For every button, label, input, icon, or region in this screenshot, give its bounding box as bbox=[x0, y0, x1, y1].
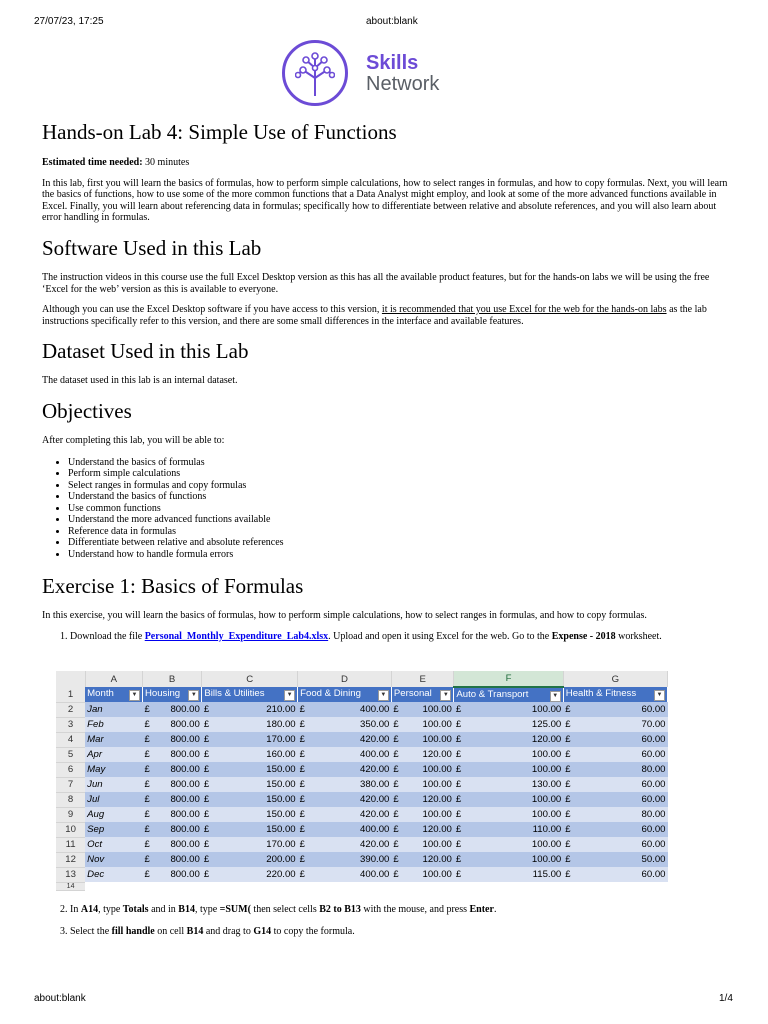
amount-cell: £ 120.00 bbox=[393, 854, 452, 865]
estimated-time: Estimated time needed: 30 minutes bbox=[42, 157, 190, 168]
filter-dropdown-icon: ▼ bbox=[440, 690, 451, 701]
amount-cell: £ 170.00 bbox=[203, 734, 296, 745]
column-header: E bbox=[391, 671, 454, 687]
table-row bbox=[56, 732, 668, 747]
amount-cell: £ 420.00 bbox=[299, 734, 390, 745]
column-header: B bbox=[142, 671, 201, 687]
amount-cell: £ 100.00 bbox=[455, 854, 562, 865]
table-row bbox=[56, 822, 668, 837]
step-1: 1. Download the file Personal_Monthly_Expenditure_Lab4.xlsx. Upload and open it using Excel for the web. Go to the Expense - 2018 worksheet. bbox=[70, 631, 730, 643]
table-row bbox=[56, 702, 668, 717]
amount-cell: £ 125.00 bbox=[455, 719, 562, 730]
table-row bbox=[56, 852, 668, 867]
table-row bbox=[56, 837, 668, 852]
amount-cell: £ 180.00 bbox=[203, 719, 296, 730]
month-cell: Nov bbox=[85, 852, 142, 867]
amount-cell: £ 800.00 bbox=[144, 824, 200, 835]
amount-cell: £ 80.00 bbox=[565, 809, 666, 820]
amount-cell: £ 420.00 bbox=[299, 794, 390, 805]
column-header-row bbox=[56, 671, 668, 687]
month-cell: Feb bbox=[85, 717, 142, 732]
amount-cell: £ 800.00 bbox=[144, 854, 200, 865]
amount-cell: £ 100.00 bbox=[455, 704, 562, 715]
amount-cell: £ 160.00 bbox=[203, 749, 296, 760]
list-item: • Reference data in formulas bbox=[68, 526, 730, 538]
amount-cell: £ 60.00 bbox=[565, 734, 666, 745]
row-number: 5 bbox=[56, 747, 85, 762]
amount-cell: £ 50.00 bbox=[565, 854, 666, 865]
spreadsheet-screenshot bbox=[56, 671, 668, 891]
amount-cell: £ 70.00 bbox=[565, 719, 666, 730]
amount-cell: £ 120.00 bbox=[393, 794, 452, 805]
amount-cell: £ 150.00 bbox=[203, 824, 296, 835]
list-item: • Understand how to handle formula errors bbox=[68, 549, 730, 561]
row-number: 7 bbox=[56, 777, 85, 792]
table-header-cell: Health & Fitness ▼ bbox=[563, 687, 667, 702]
software-paragraph-2: Although you can use the Excel Desktop software if you have access to this version, it is recommended that you use Excel for the web for the hands-on labs as the lab instructions specifically refer to this version, and there are some small differences in the interface and available features. bbox=[42, 304, 707, 327]
month-cell: Mar bbox=[85, 732, 142, 747]
print-datetime: 27/07/23, 17:25 bbox=[34, 16, 104, 27]
month-cell: May bbox=[85, 762, 142, 777]
amount-cell: £ 800.00 bbox=[144, 734, 200, 745]
amount-cell: £ 800.00 bbox=[144, 749, 200, 760]
amount-cell: £ 60.00 bbox=[565, 779, 666, 790]
amount-cell: £ 800.00 bbox=[144, 869, 200, 880]
page-title: Hands-on Lab 4: Simple Use of Functions bbox=[42, 120, 397, 144]
column-header-selected: F bbox=[454, 671, 563, 687]
amount-cell: £ 100.00 bbox=[393, 704, 452, 715]
amount-cell: £ 150.00 bbox=[203, 809, 296, 820]
dataset-heading: Dataset Used in this Lab bbox=[42, 339, 249, 364]
month-cell: Jan bbox=[85, 702, 142, 717]
amount-cell: £ 110.00 bbox=[455, 824, 562, 835]
table-row bbox=[56, 762, 668, 777]
exercise-heading: Exercise 1: Basics of Formulas bbox=[42, 574, 304, 599]
month-cell: Dec bbox=[85, 867, 142, 882]
column-header: C bbox=[202, 671, 298, 687]
list-item: • Differentiate between relative and absolute references bbox=[68, 537, 730, 549]
amount-cell: £ 115.00 bbox=[455, 869, 562, 880]
table-row bbox=[56, 792, 668, 807]
table-row bbox=[56, 867, 668, 882]
amount-cell: £ 100.00 bbox=[393, 809, 452, 820]
amount-cell: £ 130.00 bbox=[455, 779, 562, 790]
amount-cell: £ 100.00 bbox=[455, 764, 562, 775]
amount-cell: £ 100.00 bbox=[455, 794, 562, 805]
amount-cell: £ 800.00 bbox=[144, 719, 200, 730]
objectives-intro: After completing this lab, you will be able to: bbox=[42, 434, 225, 446]
amount-cell: £ 420.00 bbox=[299, 764, 390, 775]
filter-dropdown-icon: ▼ bbox=[284, 690, 295, 701]
amount-cell: £ 60.00 bbox=[565, 704, 666, 715]
list-item: • Understand the basics of functions bbox=[68, 491, 730, 503]
table-header-cell: Personal ▼ bbox=[391, 687, 454, 702]
month-cell: Aug bbox=[85, 807, 142, 822]
row-number: 3 bbox=[56, 717, 85, 732]
amount-cell: £ 100.00 bbox=[455, 809, 562, 820]
amount-cell: £ 60.00 bbox=[565, 794, 666, 805]
amount-cell: £ 400.00 bbox=[299, 749, 390, 760]
month-cell: Sep bbox=[85, 822, 142, 837]
amount-cell: £ 100.00 bbox=[455, 749, 562, 760]
amount-cell: £ 120.00 bbox=[455, 734, 562, 745]
step-3: 3. Select the fill handle on cell B14 and drag to G14 to copy the formula. bbox=[70, 926, 730, 938]
table-row bbox=[56, 717, 668, 732]
amount-cell: £ 80.00 bbox=[565, 764, 666, 775]
amount-cell: £ 100.00 bbox=[393, 734, 452, 745]
amount-cell: £ 800.00 bbox=[144, 779, 200, 790]
amount-cell: £ 420.00 bbox=[299, 839, 390, 850]
table-row bbox=[56, 747, 668, 762]
select-all-corner bbox=[56, 671, 85, 687]
row-number: 14 bbox=[56, 882, 85, 890]
table-header-cell: Food & Dining ▼ bbox=[298, 687, 392, 702]
print-header-url: about:blank bbox=[366, 16, 418, 27]
exercise-intro: In this exercise, you will learn the basics of formulas, how to perform simple calculations, how to select ranges in formulas, and how to copy formulas. bbox=[42, 610, 647, 622]
amount-cell: £ 100.00 bbox=[393, 764, 452, 775]
amount-cell: £ 420.00 bbox=[299, 809, 390, 820]
amount-cell: £ 390.00 bbox=[299, 854, 390, 865]
table-header-cell: Housing ▼ bbox=[142, 687, 201, 702]
amount-cell: £ 800.00 bbox=[144, 764, 200, 775]
amount-cell: £ 150.00 bbox=[203, 794, 296, 805]
objectives-heading: Objectives bbox=[42, 398, 132, 423]
dataset-paragraph: The dataset used in this lab is an internal dataset. bbox=[42, 375, 238, 387]
list-item: • Select ranges in formulas and copy formulas bbox=[68, 480, 730, 492]
page-number: 1/4 bbox=[719, 993, 733, 1004]
column-header: A bbox=[85, 671, 142, 687]
amount-cell: £ 60.00 bbox=[565, 824, 666, 835]
row-number: 9 bbox=[56, 807, 85, 822]
amount-cell: £ 200.00 bbox=[203, 854, 296, 865]
amount-cell: £ 100.00 bbox=[393, 779, 452, 790]
amount-cell: £ 120.00 bbox=[393, 749, 452, 760]
logo-tree-icon bbox=[282, 40, 348, 106]
filter-dropdown-icon: ▼ bbox=[129, 690, 140, 701]
row-number: 10 bbox=[56, 822, 85, 837]
filter-dropdown-icon: ▼ bbox=[654, 690, 665, 701]
row-number: 1 bbox=[56, 687, 85, 702]
row-number: 11 bbox=[56, 837, 85, 852]
amount-cell: £ 210.00 bbox=[203, 704, 296, 715]
row-number: 6 bbox=[56, 762, 85, 777]
month-cell: Jul bbox=[85, 792, 142, 807]
amount-cell: £ 100.00 bbox=[455, 839, 562, 850]
amount-cell: £ 100.00 bbox=[393, 839, 452, 850]
amount-cell: £ 400.00 bbox=[299, 824, 390, 835]
row-number: 4 bbox=[56, 732, 85, 747]
list-item: • Understand the more advanced functions available bbox=[68, 514, 730, 526]
amount-cell: £ 60.00 bbox=[565, 749, 666, 760]
filter-dropdown-icon: ▼ bbox=[550, 691, 561, 702]
row-number: 12 bbox=[56, 852, 85, 867]
month-cell: Apr bbox=[85, 747, 142, 762]
amount-cell: £ 400.00 bbox=[299, 704, 390, 715]
objectives-list bbox=[42, 457, 730, 561]
column-header: G bbox=[563, 671, 667, 687]
amount-cell: £ 60.00 bbox=[565, 839, 666, 850]
table-row bbox=[56, 777, 668, 792]
amount-cell: £ 120.00 bbox=[393, 824, 452, 835]
amount-cell: £ 800.00 bbox=[144, 794, 200, 805]
print-footer-url: about:blank bbox=[34, 993, 86, 1004]
amount-cell: £ 800.00 bbox=[144, 809, 200, 820]
table-header-cell: Bills & Utilities ▼ bbox=[202, 687, 298, 702]
amount-cell: £ 100.00 bbox=[393, 869, 452, 880]
amount-cell: £ 380.00 bbox=[299, 779, 390, 790]
amount-cell: £ 100.00 bbox=[393, 719, 452, 730]
amount-cell: £ 60.00 bbox=[565, 869, 666, 880]
row-number: 8 bbox=[56, 792, 85, 807]
amount-cell: £ 800.00 bbox=[144, 839, 200, 850]
amount-cell: £ 150.00 bbox=[203, 779, 296, 790]
logo-text-skills: Skills bbox=[366, 52, 419, 74]
table-header-row bbox=[56, 687, 668, 702]
month-cell: Jun bbox=[85, 777, 142, 792]
skills-network-logo bbox=[282, 40, 462, 110]
list-item: • Understand the basics of formulas bbox=[68, 457, 730, 469]
table-header-cell: Auto & Transport ▼ bbox=[454, 687, 563, 702]
software-heading: Software Used in this Lab bbox=[42, 235, 262, 260]
table-header-cell: Month ▼ bbox=[85, 687, 142, 702]
amount-cell: £ 350.00 bbox=[299, 719, 390, 730]
intro-paragraph: In this lab, first you will learn the basics of formulas, how to perform simple calculations, how to select ranges in formulas, and how to copy formulas. Next, you will learn the basics of functions, how to use some of the more common functions that a Data Analyst might employ, and look at some of the more advanced functions available in Excel. Finally, you will learn about referencing data in formulas; specifically how to differentiate between relative and absolute references, and you will also learn about error handling in formulas. bbox=[42, 177, 728, 224]
dataset-download-link[interactable]: Personal_Monthly_Expenditure_Lab4.xlsx bbox=[144, 630, 329, 642]
amount-cell: £ 400.00 bbox=[299, 869, 390, 880]
filter-dropdown-icon: ▼ bbox=[188, 690, 199, 701]
amount-cell: £ 150.00 bbox=[203, 764, 296, 775]
empty-row bbox=[56, 882, 668, 890]
filter-dropdown-icon: ▼ bbox=[378, 690, 389, 701]
amount-cell: £ 220.00 bbox=[203, 869, 296, 880]
list-item: • Perform simple calculations bbox=[68, 468, 730, 480]
amount-cell: £ 170.00 bbox=[203, 839, 296, 850]
step-2: 2. In A14, type Totals and in B14, type =SUM( then select cells B2 to B13 with the mouse, and press Enter. bbox=[70, 904, 730, 916]
software-paragraph-1: The instruction videos in this course use the full Excel Desktop version as this has all the available product features, but for the hands-on labs we will be using the free ‘Excel for the web’ version as this is available to everyone. bbox=[42, 271, 710, 295]
row-number: 13 bbox=[56, 867, 85, 882]
row-number: 2 bbox=[56, 702, 85, 717]
logo-text-network: Network bbox=[366, 73, 440, 95]
list-item: • Use common functions bbox=[68, 503, 730, 515]
table-row bbox=[56, 807, 668, 822]
amount-cell: £ 800.00 bbox=[144, 704, 200, 715]
month-cell: Oct bbox=[85, 837, 142, 852]
column-header: D bbox=[298, 671, 392, 687]
